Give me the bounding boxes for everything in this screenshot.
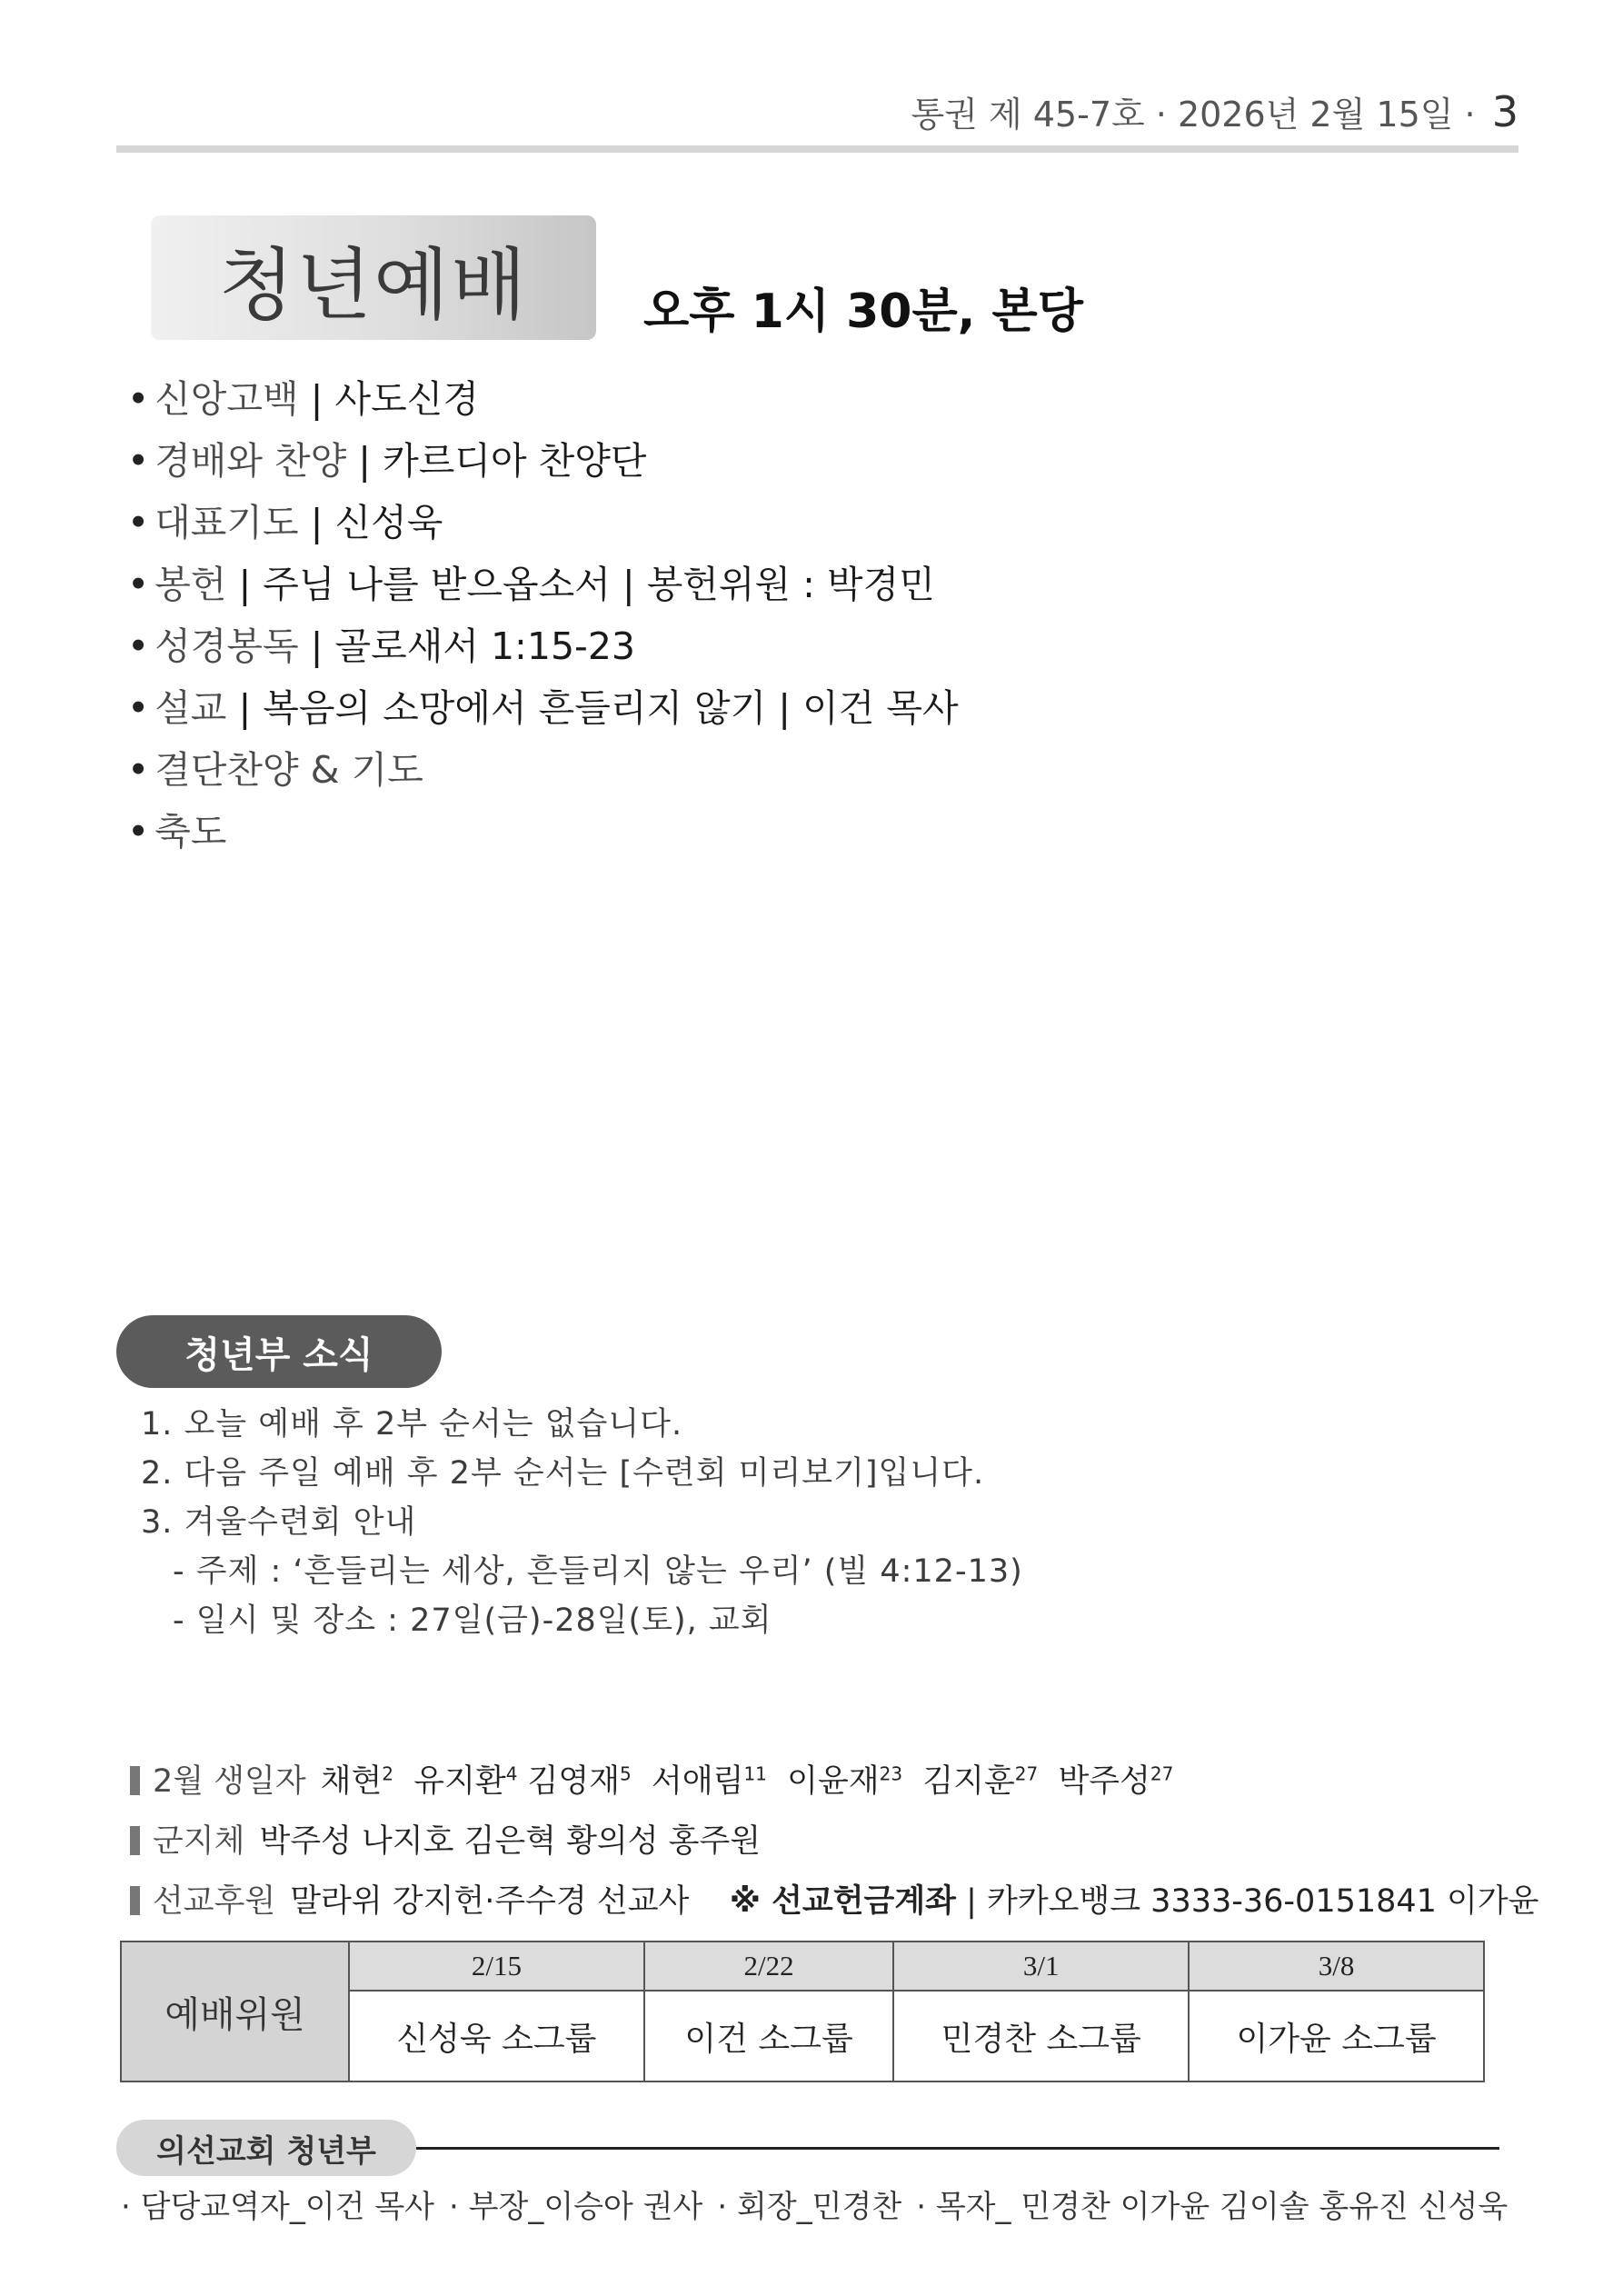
page-number: 3 xyxy=(1491,87,1518,136)
staff-president: · 회장_민경찬 xyxy=(717,2189,902,2225)
bullet-icon: • xyxy=(127,501,150,544)
bullet-icon: • xyxy=(127,624,150,668)
footer-heading: 의선교회 청년부 xyxy=(116,2120,416,2176)
mission-label: 선교후원 xyxy=(153,1883,276,1920)
order-value: | 복음의 소망에서 흔들리지 않기 | 이건 목사 xyxy=(238,686,959,730)
bullet-icon: • xyxy=(127,377,150,421)
birthday-person: 유지환$^4$ xyxy=(413,1762,518,1800)
news-list xyxy=(141,1400,1023,1645)
news-subitem: - 주제 : ‘흔들리는 세상, 흔들리지 않는 우리’ (빌 4:12-13) xyxy=(173,1553,1023,1590)
service-title-box xyxy=(151,215,596,340)
order-of-worship xyxy=(127,368,959,863)
birthday-person: 김지훈$^{27}$ xyxy=(922,1762,1039,1800)
bullet-icon: • xyxy=(127,439,150,483)
bar-marker-icon xyxy=(130,1886,140,1915)
table-date-cell: 2/15 xyxy=(349,1942,644,1991)
order-item xyxy=(127,554,959,615)
worship-committee-table xyxy=(120,1941,1485,2082)
order-label: 결단찬양 & 기도 xyxy=(154,748,423,792)
military-line xyxy=(130,1816,761,1862)
order-item xyxy=(127,677,959,739)
order-item xyxy=(127,615,959,677)
news-subitem: - 일시 및 장소 : 27일(금)-28일(토), 교회 xyxy=(173,1602,772,1639)
bar-marker-icon xyxy=(130,1826,140,1855)
mission-line xyxy=(130,1876,1539,1922)
bullet-icon: • xyxy=(127,563,150,606)
birthday-person: 김영재$^5$ xyxy=(527,1762,632,1800)
military-label: 군지체 xyxy=(153,1823,245,1860)
footer-staff xyxy=(121,2181,1508,2226)
mission-names: 말라위 강지헌·주수경 선교사 xyxy=(290,1883,690,1920)
issue-info: 통권 제 45-7호 · 2026년 2월 15일 · xyxy=(911,95,1476,135)
birthday-person: 채현$^2$ xyxy=(320,1762,393,1800)
page-header xyxy=(911,86,1518,136)
bullet-icon: • xyxy=(127,810,150,854)
news-item: 3. 겨울수련회 안내 xyxy=(141,1504,417,1541)
header-divider xyxy=(116,145,1518,153)
birthday-label: 2월 생일자 xyxy=(153,1763,306,1800)
service-title: 청년예배 xyxy=(218,239,529,331)
news-item: 1. 오늘 예배 후 2부 순서는 없습니다. xyxy=(141,1406,683,1442)
birthday-line xyxy=(130,1756,1173,1802)
service-time-place: 오후 1시 30분, 본당 xyxy=(643,285,1084,339)
order-item xyxy=(127,801,959,863)
bullet-icon: • xyxy=(127,748,150,792)
order-value: | 주님 나를 받으옵소서 | 봉헌위원 : 박경민 xyxy=(238,563,935,606)
bar-marker-icon xyxy=(130,1766,140,1795)
footer-divider xyxy=(416,2147,1499,2150)
order-value: | 카르디아 찬양단 xyxy=(358,439,647,483)
bullet-icon: • xyxy=(127,686,150,730)
table-date-cell: 2/22 xyxy=(644,1942,893,1991)
order-item xyxy=(127,430,959,492)
order-value: | 신성욱 xyxy=(310,501,443,544)
birthday-person: 서애림$^{11}$ xyxy=(652,1762,767,1800)
order-value: | 사도신경 xyxy=(310,377,479,421)
news-heading: 청년부 소식 xyxy=(116,1315,442,1388)
table-date-cell: 3/1 xyxy=(893,1942,1189,1991)
order-label: 경배와 찬양 xyxy=(154,439,347,483)
order-item xyxy=(127,739,959,801)
birthday-person: 이윤재$^{23}$ xyxy=(787,1762,903,1800)
staff-shepherds: · 목자_ 민경찬 이가윤 김이솔 홍유진 신성욱 xyxy=(916,2189,1508,2225)
order-label: 봉헌 xyxy=(154,563,227,606)
table-row xyxy=(121,1942,1484,1991)
order-label: 축도 xyxy=(154,810,227,854)
account-label: ※ 선교헌금계좌 xyxy=(729,1883,956,1920)
account-info: | 카카오뱅크 3333-36-0151841 이가윤 xyxy=(966,1883,1539,1920)
table-group-cell: 민경찬 소그룹 xyxy=(893,1991,1189,2081)
order-label: 성경봉독 xyxy=(154,624,299,668)
order-label: 설교 xyxy=(154,686,227,730)
order-item xyxy=(127,368,959,430)
table-group-cell: 이가윤 소그룹 xyxy=(1189,1991,1484,2081)
news-item: 2. 다음 주일 예배 후 2부 순서는 [수련회 미리보기]입니다. xyxy=(141,1455,985,1492)
order-value: | 골로새서 1:15-23 xyxy=(310,624,636,668)
order-label: 대표기도 xyxy=(154,501,299,544)
staff-pastor: · 담당교역자_이건 목사 xyxy=(121,2189,435,2225)
table-group-cell: 신성욱 소그룹 xyxy=(349,1991,644,2081)
table-row-header: 예배위원 xyxy=(121,1942,349,2081)
order-label: 신앙고백 xyxy=(154,377,299,421)
table-group-cell: 이건 소그룹 xyxy=(644,1991,893,2081)
birthday-person: 박주성$^{27}$ xyxy=(1058,1762,1174,1800)
table-date-cell: 3/8 xyxy=(1189,1942,1484,1991)
order-item xyxy=(127,492,959,554)
military-names: 박주성 나지호 김은혁 황의성 홍주원 xyxy=(259,1823,762,1860)
staff-director: · 부장_이승아 권사 xyxy=(449,2189,703,2225)
